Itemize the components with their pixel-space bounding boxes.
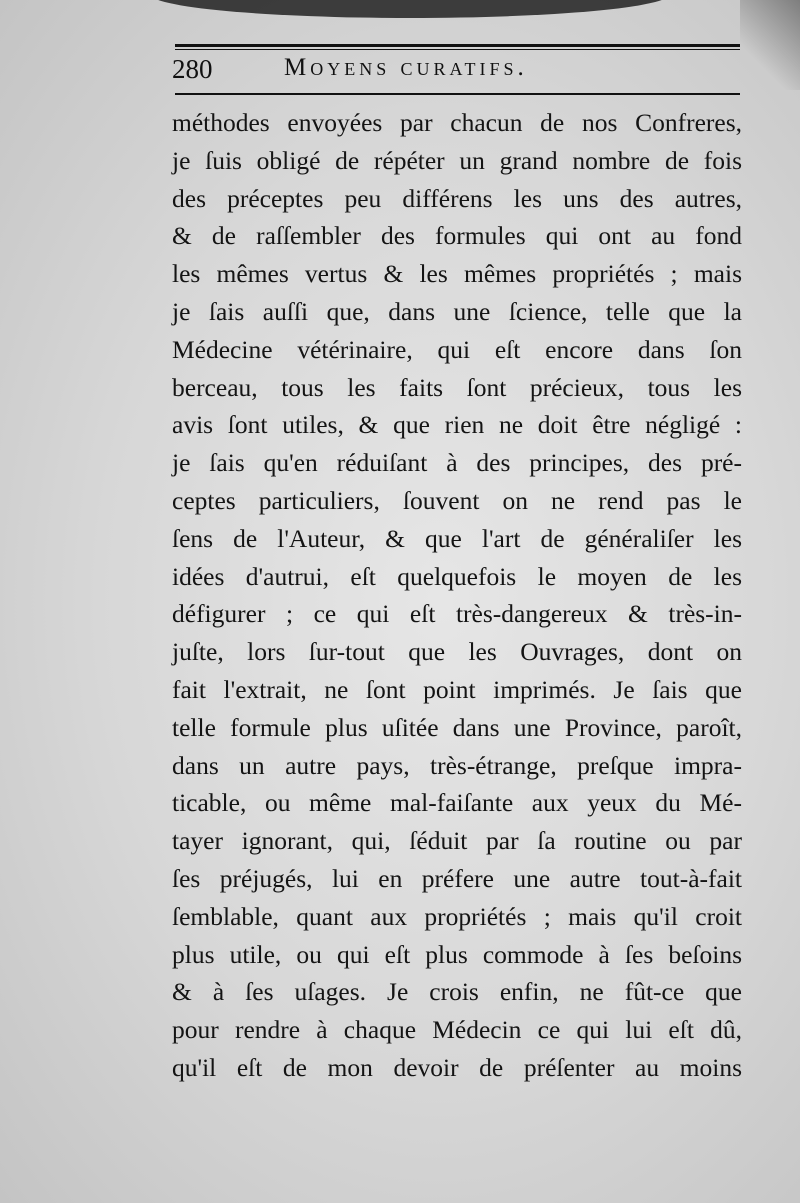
text-line: idées d'autrui, eſt quelquefois le moyen de les [172,561,742,591]
text-line: je ſais auſſi que, dans une ſcience, telle que la [172,296,742,326]
text-line: & de raſſembler des formules qui ont au fond [172,221,742,251]
text-line: je ſuis obligé de répéter un grand nombre de fois [172,145,742,175]
text-line: ticable, ou même mal-faiſante aux yeux du Mé- [172,788,742,818]
text-line: défigurer ; ce qui eſt très-dangereux & très-in- [172,599,742,629]
body-text [172,104,742,1087]
text-line: des préceptes peu différens les uns des autres, [172,183,742,213]
text-line: ſens de l'Auteur, & que l'art de généraliſer les [172,523,742,553]
text-line: pour rendre à chaque Médecin ce qui lui eſt dû, [172,1015,742,1045]
text-line: juſte, lors ſur-tout que les Ouvrages, dont on [172,637,742,667]
text-line: telle formule plus uſitée dans une Province, paroît, [172,712,742,742]
text-line: ſes préjugés, lui en préfere une autre tout-à-fait [172,863,742,893]
text-line: fait l'extrait, ne ſont point imprimés. Je ſais que [172,674,742,704]
text-line: méthodes envoyées par chacun de nos Confreres, [172,108,742,137]
text-line: berceau, tous les faits ſont précieux, tous les [172,372,742,402]
page-number: 280 [172,54,213,84]
text-line: tayer ignorant, qui, ſéduit par ſa routine ou par [172,826,742,856]
text-line: Médecine vétérinaire, qui eſt encore dans ſon [172,334,742,364]
header-rule-thick [175,44,740,47]
page-top-shadow [150,0,670,18]
text-line: ſemblable, quant aux propriétés ; mais qu'il croit [172,901,742,931]
text-line: ceptes particuliers, ſouvent on ne rend pas le [172,485,742,515]
page-corner-shadow [740,0,800,90]
text-line: avis ſont utiles, & que rien ne doit être négligé : [172,410,742,440]
header-rule-thin [175,49,740,50]
text-line: les mêmes vertus & les mêmes propriétés ; mais [172,259,742,289]
text-line: je ſais qu'en réduiſant à des principes, des pré- [172,448,742,478]
running-head: Moyens curatifs. [284,54,528,81]
text-line: dans un autre pays, très-étrange, preſque impra- [172,750,742,780]
text-line: qu'il eſt de mon devoir de préſenter au moins [172,1052,742,1082]
header-rule-bottom [175,93,740,95]
page-header [172,52,740,88]
text-line: & à ſes uſages. Je crois enfin, ne fût-ce que [172,977,742,1007]
text-line: plus utile, ou qui eſt plus commode à ſes beſoins [172,939,742,969]
